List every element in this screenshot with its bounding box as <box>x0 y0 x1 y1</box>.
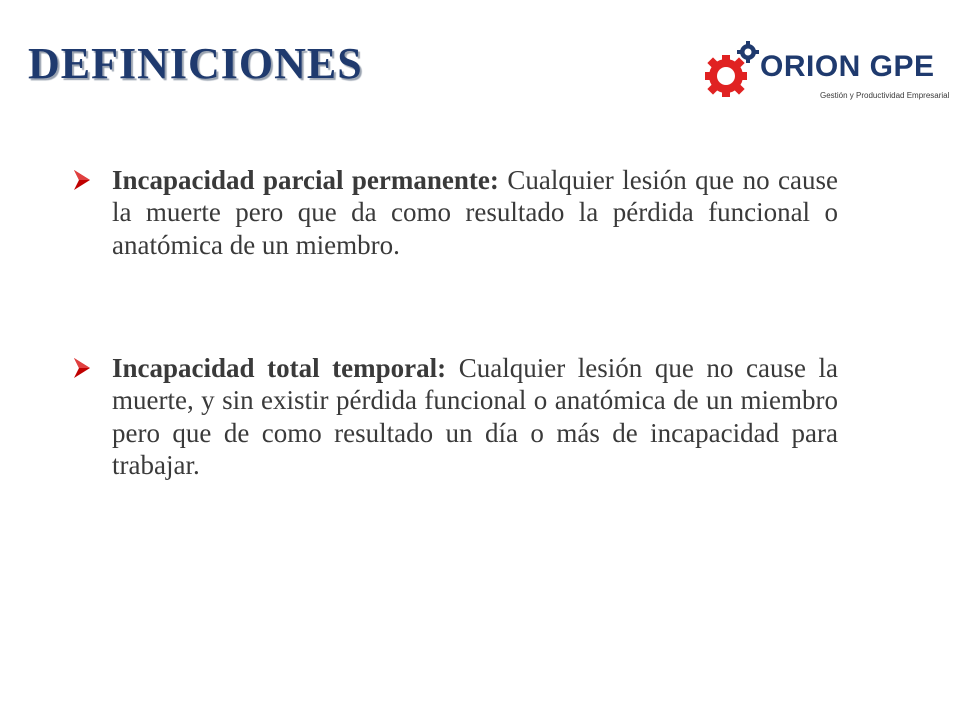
arrow-bullet-icon <box>72 168 92 192</box>
logo-brand-text: ORION GPE <box>760 50 935 83</box>
slide-title: DEFINICIONES <box>28 39 363 88</box>
list-item <box>112 164 838 261</box>
definition-text: Cualquier lesión que no cause la muerte, y sin existir pérdida funcional o anatómica de un miembro pero que de como resultado un día o más de incapacidad para trabajar. <box>112 353 838 481</box>
definition-term: Incapacidad total temporal: <box>112 353 447 383</box>
gear-icon <box>700 38 760 108</box>
logo-tagline: Gestión y Productividad Empresarial <box>820 91 950 100</box>
definition-text: Cualquier lesión que no cause la muerte pero que da como resultado la pérdida funcional o anatómica de un miembro. <box>112 165 838 260</box>
definition-term: Incapacidad parcial permanente: <box>112 165 499 195</box>
list-item <box>112 352 838 482</box>
orion-gpe-logo <box>700 38 950 108</box>
arrow-bullet-icon <box>72 356 92 380</box>
